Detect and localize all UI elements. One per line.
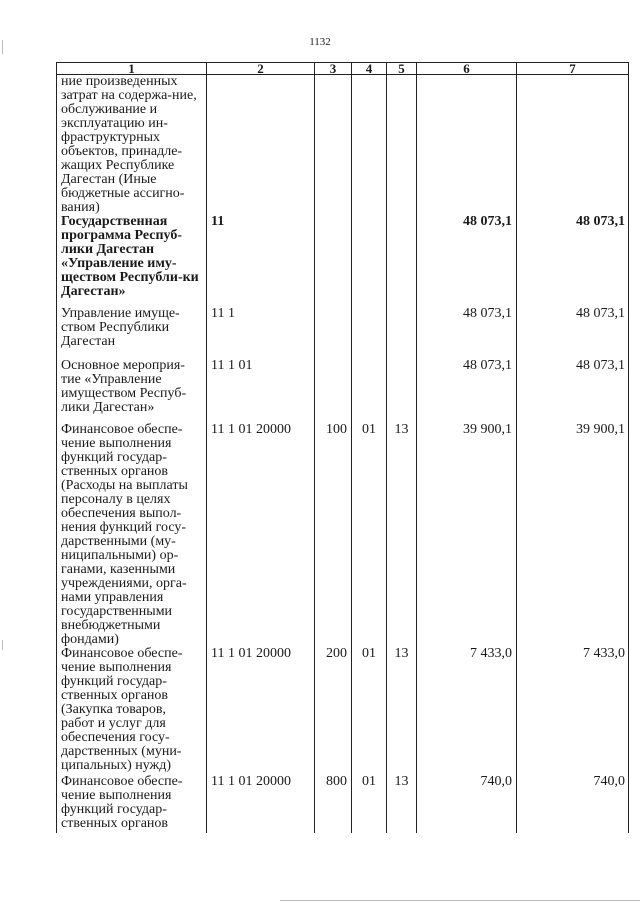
row-subsection: 13 bbox=[387, 647, 417, 775]
row-name: Финансовое обеспе-чение выполнения функций государ-ственных органов (Закупка товаров, работ и услуг для обеспечения госу-дарственных (муни-ципальных) нужд) bbox=[57, 647, 207, 775]
column-header: 2 bbox=[207, 63, 315, 75]
table-row bbox=[57, 775, 629, 833]
row-amount-1: 39 900,1 bbox=[417, 423, 517, 647]
row-expense-type: 800 bbox=[315, 775, 352, 833]
row-amount-2: 48 073,1 bbox=[517, 359, 629, 423]
scan-mark bbox=[2, 640, 3, 650]
row-code: 11 1 01 20000 bbox=[207, 423, 315, 647]
row-name: Управление имуще-ством Республики Дагестан bbox=[57, 307, 207, 359]
budget-table bbox=[56, 62, 629, 833]
row-section bbox=[352, 215, 387, 307]
column-header: 7 bbox=[517, 63, 629, 75]
row-expense-type: 200 bbox=[315, 647, 352, 775]
row-amount-1: 48 073,1 bbox=[417, 215, 517, 307]
table-row bbox=[57, 215, 629, 307]
row-section: 01 bbox=[352, 775, 387, 833]
row-subsection bbox=[387, 215, 417, 307]
row-expense-type bbox=[315, 215, 352, 307]
table-row bbox=[57, 647, 629, 775]
row-name: Финансовое обеспе-чение выполнения функций государ-ственных органов bbox=[57, 775, 207, 833]
row-code: 11 bbox=[207, 215, 315, 307]
row-subsection: 13 bbox=[387, 423, 417, 647]
row-section: 01 bbox=[352, 423, 387, 647]
row-subsection bbox=[387, 359, 417, 423]
row-code bbox=[207, 75, 315, 216]
row-name: Основное мероприя-тие «Управление имуществом Респуб-лики Дагестан» bbox=[57, 359, 207, 423]
row-amount-1 bbox=[417, 75, 517, 216]
page-number: 1132 bbox=[309, 36, 331, 48]
column-header: 4 bbox=[352, 63, 387, 75]
row-expense-type: 100 bbox=[315, 423, 352, 647]
scan-artifact-line bbox=[280, 900, 640, 901]
row-expense-type bbox=[315, 359, 352, 423]
row-subsection bbox=[387, 307, 417, 359]
table-row bbox=[57, 423, 629, 647]
row-amount-1: 48 073,1 bbox=[417, 359, 517, 423]
row-name: ние произведенных затрат на содержа-ние, обслуживание и эксплуатацию ин-фраструктурных объектов, принадле-жащих Республике Дагестан (Иные бюджетные ассигно-вания) bbox=[57, 75, 207, 216]
column-header: 1 bbox=[57, 63, 207, 75]
column-header: 3 bbox=[315, 63, 352, 75]
row-subsection bbox=[387, 75, 417, 216]
row-expense-type bbox=[315, 307, 352, 359]
column-header: 5 bbox=[387, 63, 417, 75]
table-row bbox=[57, 307, 629, 359]
row-amount-2: 48 073,1 bbox=[517, 307, 629, 359]
table-row bbox=[57, 359, 629, 423]
table-row bbox=[57, 75, 629, 216]
row-subsection: 13 bbox=[387, 775, 417, 833]
row-amount-2: 740,0 bbox=[517, 775, 629, 833]
row-amount-1: 48 073,1 bbox=[417, 307, 517, 359]
row-section bbox=[352, 75, 387, 216]
row-section bbox=[352, 359, 387, 423]
row-amount-2: 39 900,1 bbox=[517, 423, 629, 647]
row-amount-1: 740,0 bbox=[417, 775, 517, 833]
row-code: 11 1 01 20000 bbox=[207, 647, 315, 775]
row-name: Финансовое обеспе-чение выполнения функций государ-ственных органов (Расходы на выплаты персоналу в целях обеспечения выпол-нения функций госу-дарственными (му-ниципальными) ор-ганами, казенными учреждениями, орга-нами управления государственными внебюджетными фондами) bbox=[57, 423, 207, 647]
row-amount-2 bbox=[517, 75, 629, 216]
row-code: 11 1 01 bbox=[207, 359, 315, 423]
scan-mark bbox=[2, 40, 3, 54]
row-section bbox=[352, 307, 387, 359]
header-row bbox=[57, 63, 629, 75]
row-code: 11 1 01 20000 bbox=[207, 775, 315, 833]
row-section: 01 bbox=[352, 647, 387, 775]
row-name: Государственная программа Респуб-лики Дагестан «Управление иму-ществом Республи-ки Дагестан» bbox=[57, 215, 207, 307]
row-amount-2: 7 433,0 bbox=[517, 647, 629, 775]
row-amount-2: 48 073,1 bbox=[517, 215, 629, 307]
row-expense-type bbox=[315, 75, 352, 216]
column-header: 6 bbox=[417, 63, 517, 75]
row-amount-1: 7 433,0 bbox=[417, 647, 517, 775]
row-code: 11 1 bbox=[207, 307, 315, 359]
